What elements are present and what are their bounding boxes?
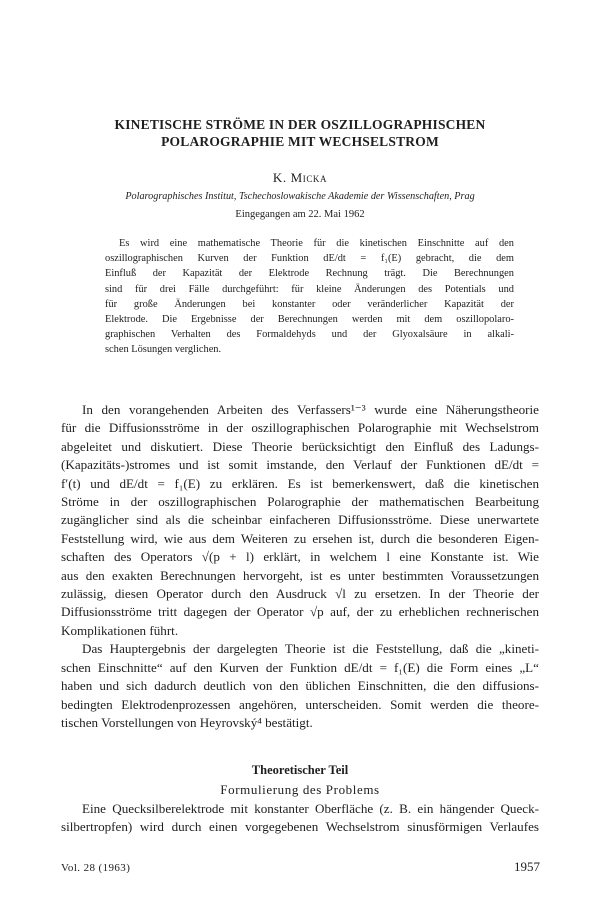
abstract bbox=[105, 236, 514, 358]
abstract-line: Es wird eine mathematische Theorie für die kinetischen Einschnitte auf den bbox=[119, 238, 514, 249]
body-line: zugänglicher sind als die scheinbar einfacheren Diffusionsströme. Diese unerwartete bbox=[61, 512, 539, 528]
abstract-line: graphischen Verhalten des Formaldehyds und der Glyoxalsäure in alkali- bbox=[105, 329, 514, 341]
body-line: zulässig, diesen Operator durch den Ausdruck √l zu ersetzen. In der Theorie der bbox=[61, 586, 539, 602]
body-line: In den vorangehenden Arbeiten des Verfassers¹⁻³ wurde eine Näherungstheorie bbox=[82, 402, 539, 417]
body-line: für die Diffusionsströme in der oszillographischen Polarographie mit Wechselstrom bbox=[61, 420, 539, 436]
title-line-2: POLAROGRAPHIE MIT WECHSELSTROM bbox=[161, 134, 439, 149]
body-line: haben und sich dadurch deutlich von den üblichen Einschnitten, die den diffusions- bbox=[61, 678, 539, 694]
abstract-line: Einfluß der Kapazität der Elektrode Rechnung trägt. Die Berechnungen bbox=[105, 268, 514, 280]
title-line-1: KINETISCHE STRÖME IN DER OSZILLOGRAPHISCHEN bbox=[114, 117, 486, 132]
received-date: Eingegangen am 22. Mai 1962 bbox=[235, 209, 365, 220]
body-line: silbertropfen) wird durch einen vorgegebenen Wechselstrom sinusförmigen Verlaufes bbox=[61, 819, 539, 835]
section-heading: Theoretischer Teil bbox=[251, 763, 349, 777]
body-line: Komplikationen führt. bbox=[61, 622, 179, 638]
subsection-heading: Formulierung des Problems bbox=[220, 782, 380, 797]
body-line: abgeleitet und diskutiert. Diese Theorie berücksichtigt den Einfluß des Ladungs- bbox=[61, 438, 539, 454]
body-line: Eine Quecksilberelektrode mit konstanter Oberfläche (z. B. ein hängender Queck- bbox=[82, 801, 539, 816]
body-text-introduction bbox=[61, 401, 539, 732]
author-affiliation: Polarographisches Institut, Tschechoslowakische Akademie der Wissenschaften, Prag bbox=[125, 191, 475, 202]
body-line: (Kapazitäts-)stromes und ist somit imstande, den Verlauf der Funktionen dE/dt = bbox=[61, 457, 539, 473]
author-name: K. Micka bbox=[272, 170, 328, 185]
body-line: f′(t) und dE/dt = f₁(E) zu erklären. Es ist bemerkenswert, daß die kinetischen bbox=[61, 475, 539, 491]
page-number: 1957 bbox=[514, 859, 540, 874]
journal-volume: Vol. 28 (1963) bbox=[61, 862, 131, 874]
abstract-line: für große Änderungen bei konstanter oder veränderlicher Kapazität der bbox=[105, 298, 514, 310]
body-line: Ströme in der oszillographischen Polarographie der mathematischen Bearbeitung bbox=[61, 494, 539, 510]
body-line: tischen Vorstellungen von Heyrovský⁴ bestätigt. bbox=[61, 714, 313, 730]
body-line: Diffusionsströme tritt dagegen der Operator √p auf, der zu erheblichen rechnerischen bbox=[61, 604, 539, 620]
abstract-line: sind für drei Fälle durchgeführt: für kleine Änderungen des Potentials und bbox=[105, 283, 514, 295]
body-line: schen Einschnitte“ auf den Kurven der Funktion dE/dt = f₁(E) die Form eines „L“ bbox=[61, 659, 539, 675]
body-line: aus den exakten Berechnungen hervorgeht, ist es unter bestimmten Voraussetzungen bbox=[61, 567, 539, 583]
body-line: Das Hauptergebnis der dargelegten Theorie ist die Feststellung, daß die „kineti- bbox=[82, 641, 539, 657]
abstract-line: schen Lösungen verglichen. bbox=[105, 344, 222, 356]
body-text-problem bbox=[61, 800, 539, 837]
article-title bbox=[60, 116, 540, 150]
body-line: bedingten Elektrodenprozessen angehören, unterscheiden. Somit werden die theore- bbox=[61, 696, 539, 712]
body-line: Feststellung wird, wie aus dem Weiteren zu ersehen ist, durch die besonderen Eigen- bbox=[61, 530, 539, 546]
abstract-line: Elektrode. Die Ergebnisse der Berechnungen werden mit dem oszillopolaro- bbox=[105, 314, 514, 326]
abstract-line: oszillographischen Kurven der Funktion dE/dt = f₁(E) gebracht, die dem bbox=[105, 253, 514, 265]
body-line: schaften des Operators √(p + l) erklärt, in welchem l eine Konstante ist. Wie bbox=[61, 549, 539, 565]
